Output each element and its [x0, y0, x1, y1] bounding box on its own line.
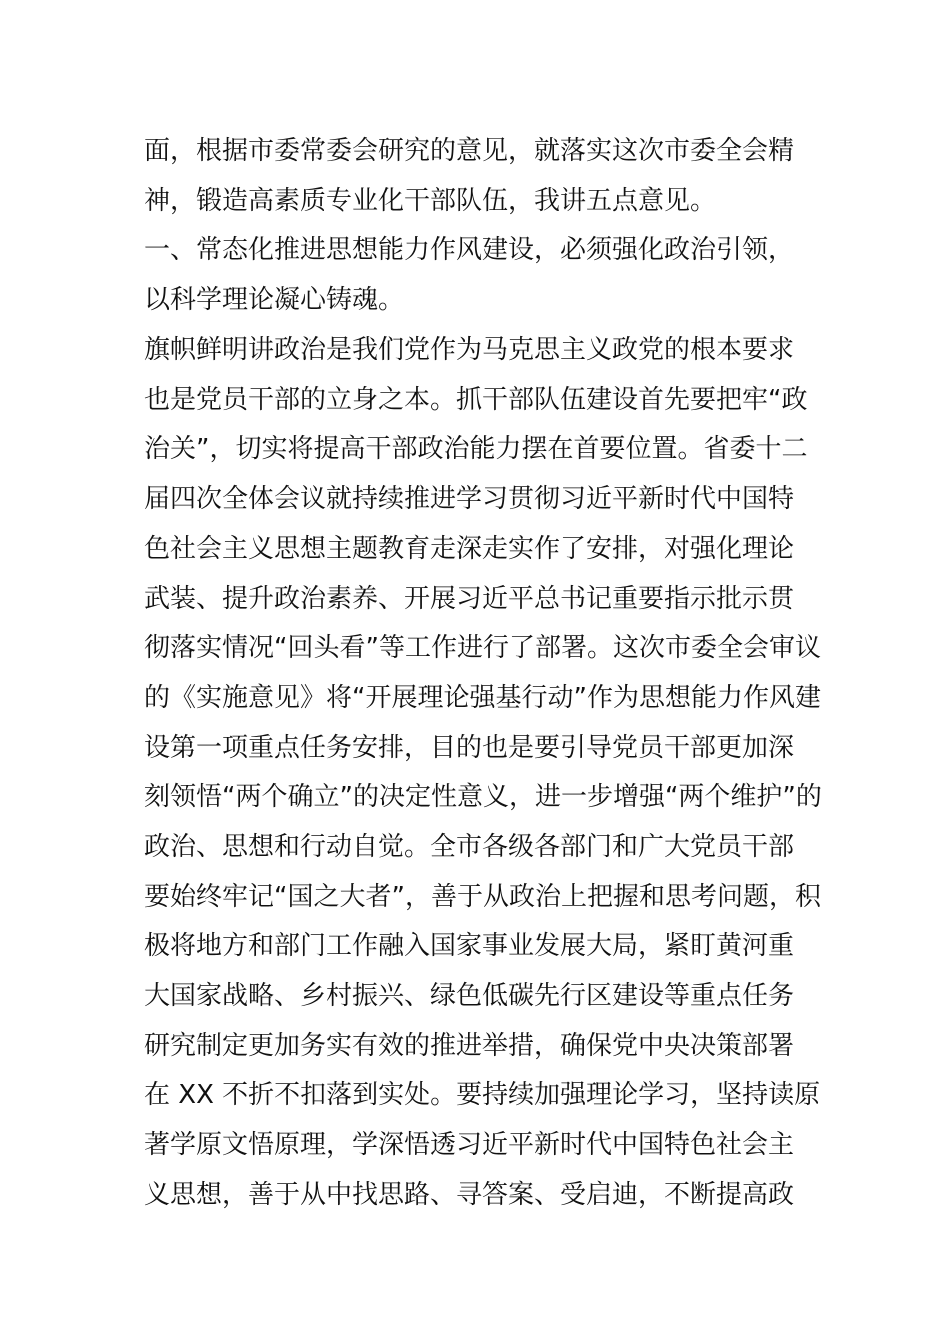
text-line: 研究制定更加务实有效的推进举措，确保党中央决策部署 [144, 1031, 795, 1061]
text-line: 刻领悟“两个确立”的决定性意义，进一步增强“两个维护”的 [144, 782, 822, 812]
text-line: 也是党员干部的立身之本。抓干部队伍建设首先要把牢“政 [144, 385, 808, 415]
text-line: 设第一项重点任务安排，目的也是要引导党员干部更加深 [144, 733, 795, 763]
section-heading-line: 一、常态化推进思想能力作风建设，必须强化政治引领， [144, 235, 795, 265]
text-line: 治关”，切实将提高干部政治能力摆在首要位置。省委十二 [144, 434, 808, 464]
section-heading-line: 以科学理论凝心铸魂。 [144, 285, 405, 315]
text-line: 要始终牢记“国之大者”，善于从政治上把握和思考问题，积 [144, 882, 821, 912]
text-line: 届四次全体会议就持续推进学习贯彻习近平新时代中国特 [144, 484, 795, 514]
text-line: 色社会主义思想主题教育走深走实作了安排，对强化理论 [144, 534, 795, 564]
text-line: 武装、提升政治素养、开展习近平总书记重要指示批示贯 [144, 584, 795, 614]
text-line: 著学原文悟原理，学深悟透习近平新时代中国特色社会主 [144, 1130, 795, 1160]
text-line: 极将地方和部门工作融入国家事业发展大局，紧盯黄河重 [144, 931, 795, 961]
text-line: 神，锻造高素质专业化干部队伍，我讲五点意见。 [144, 186, 717, 216]
text-line: 的《实施意见》将“开展理论强基行动”作为思想能力作风建 [144, 683, 821, 713]
text-line: 大国家战略、乡村振兴、绿色低碳先行区建设等重点任务 [144, 981, 795, 1011]
text-line: 面，根据市委常委会研究的意见，就落实这次市委全会精 [144, 136, 795, 166]
text-line: 义思想，善于从中找思路、寻答案、受启迪，不断提高政 [144, 1180, 795, 1210]
text-line: 在 XX 不折不扣落到实处。要持续加强理论学习，坚持读原 [144, 1080, 821, 1110]
text-line: 政治、思想和行动自觉。全市各级各部门和广大党员干部 [144, 832, 795, 862]
text-line: 旗帜鲜明讲政治是我们党作为马克思主义政党的根本要求 [144, 335, 795, 365]
text-line: 彻落实情况“回头看”等工作进行了部署。这次市委全会审议 [144, 633, 821, 663]
